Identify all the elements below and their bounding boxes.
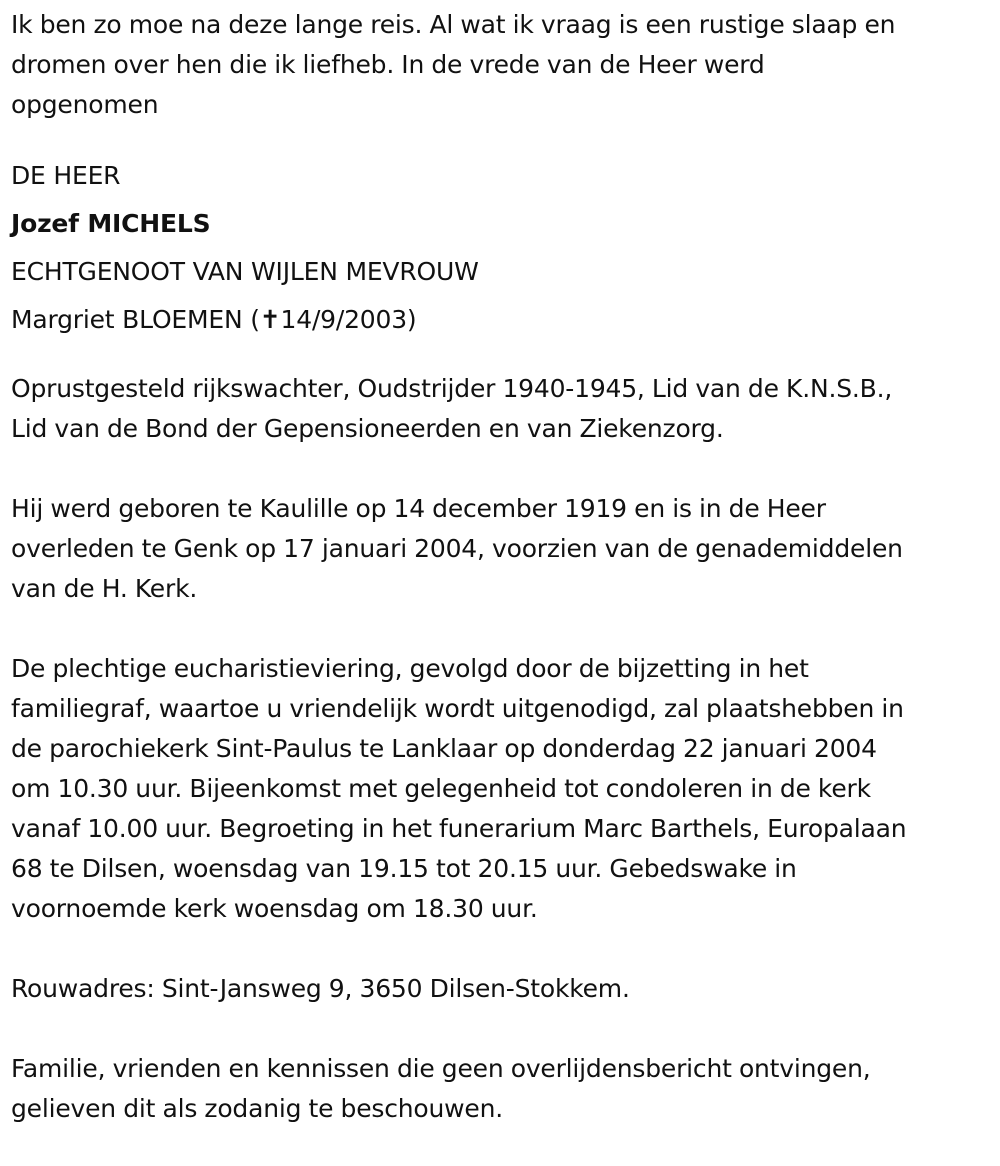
closing-paragraph: Familie, vrienden en kennissen die geen overlijdensbericht ontvingen, gelieven dit als zodanig te beschouwen. [11, 1054, 871, 1123]
spouse-name: Margriet BLOEMEN (✝14/9/2003) [11, 305, 417, 334]
spouse-label: ECHTGENOOT VAN WIJLEN MEVROUW [11, 257, 479, 286]
ceremony-paragraph: De plechtige eucharistieviering, gevolgd door de bijzetting in het familiegraf, waartoe u vriendelijk wordt uitgenodigd, zal plaatshebben in de parochiekerk Sint-Paulus te Lanklaar op donderdag 22 januari 2004 om 10.30 uur. Bijeenkomst met gelegenheid tot condoleren in de kerk vanaf 10.00 uur. Begroeting in het funerarium Marc Barthels, Europalaan 68 te Dilsen, woensdag van 19.15 tot 20.15 uur. Gebedswake in voornoemde kerk woensdag om 18.30 uur. [11, 654, 907, 923]
occupation-paragraph: Oprustgesteld rijkswachter, Oudstrijder 1940-1945, Lid van de K.N.S.B., Lid van de Bond der Gepensioneerden en van Ziekenzorg. [11, 374, 893, 443]
deceased-name: Jozef MICHELS [11, 209, 211, 238]
life-paragraph: Hij werd geboren te Kaulille op 14 december 1919 en is in de Heer overleden te Genk op 17 januari 2004, voorzien van de genademiddelen van de H. Kerk. [11, 494, 903, 603]
death-notice [11, 5, 996, 1129]
deceased-block [11, 152, 996, 344]
honorific-title: DE HEER [11, 161, 121, 190]
mourning-address: Rouwadres: Sint-Jansweg 9, 3650 Dilsen-Stokkem. [11, 974, 630, 1003]
opening-verse: Ik ben zo moe na deze lange reis. Al wat ik vraag is een rustige slaap en dromen over hen die ik liefheb. In de vrede van de Heer werd opgenomen [11, 10, 896, 119]
